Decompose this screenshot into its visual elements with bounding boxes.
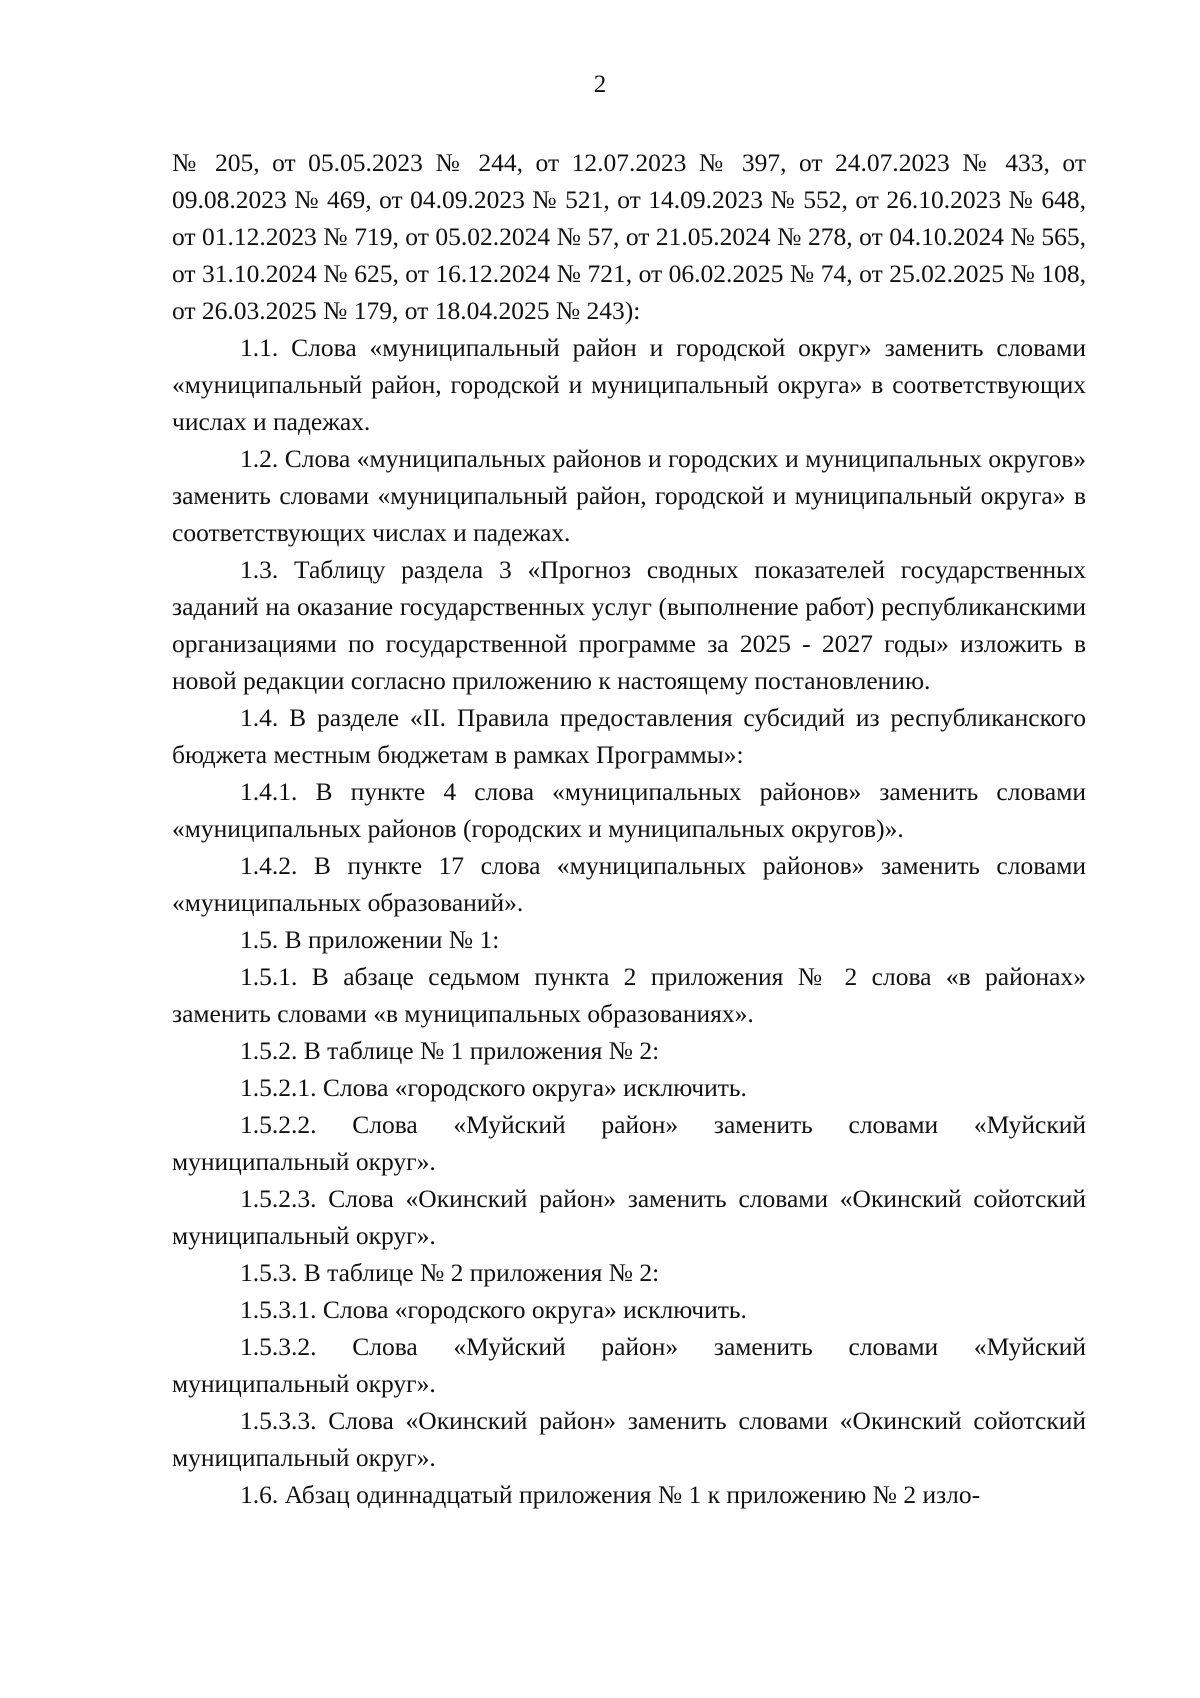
paragraph-1-5-2-1: 1.5.2.1. Слова «городского округа» исключить. bbox=[240, 1073, 747, 1102]
paragraph-1-1: 1.1. Слова «муниципальный район и городской округ» заменить словами «муниципальный район, городской и муниципальный округа» в соответствующих числах и падежах. bbox=[172, 333, 1086, 436]
document-body bbox=[172, 144, 1086, 1513]
paragraph-1-5: 1.5. В приложении № 1: bbox=[240, 925, 500, 954]
paragraph-1-6: 1.6. Абзац одиннадцатый приложения № 1 к приложению № 2 изло- bbox=[240, 1480, 981, 1509]
page-number: 2 bbox=[593, 71, 607, 98]
paragraph-1-4-2: 1.4.2. В пункте 17 слова «муниципальных районов» заменить словами «муниципальных образований». bbox=[172, 851, 1086, 917]
paragraph-1-5-2-3: 1.5.2.3. Слова «Окинский район» заменить словами «Окинский сойотский муниципальный округ». bbox=[172, 1184, 1086, 1250]
paragraph-1-5-2: 1.5.2. В таблице № 1 приложения № 2: bbox=[240, 1036, 660, 1065]
paragraph-1-5-1: 1.5.1. В абзаце седьмом пункта 2 приложения № 2 слова «в районах» заменить словами «в муниципальных образованиях». bbox=[172, 962, 1086, 1028]
paragraph-1-5-3-3: 1.5.3.3. Слова «Окинский район» заменить словами «Окинский сойотский муниципальный округ». bbox=[172, 1406, 1086, 1472]
paragraph-1-4-1: 1.4.1. В пункте 4 слова «муниципальных районов» заменить словами «муниципальных районов (городских и муниципальных округов)». bbox=[172, 777, 1086, 843]
paragraph-1-4: 1.4. В разделе «II. Правила предоставления субсидий из республиканского бюджета местным бюджетам в рамках Программы»: bbox=[172, 703, 1086, 769]
paragraph-0: № 205, от 05.05.2023 № 244, от 12.07.2023 № 397, от 24.07.2023 № 433, от 09.08.2023 № 469, от 04.09.2023 № 521, от 14.09.2023 № 552, от 26.10.2023 № 648, от 01.12.2023 № 719, от 05.02.2024 № 57, от 21.05.2024 № 278, от 04.10.2024 № 565, от 31.10.2024 № 625, от 16.12.2024 № 721, от 06.02.2025 № 74, от 25.02.2025 № 108, от 26.03.2025 № 179, от 18.04.2025 № 243): bbox=[172, 148, 1086, 325]
paragraph-1-3: 1.3. Таблицу раздела 3 «Прогноз сводных показателей государственных заданий на оказание государственных услуг (выполнение работ) республиканскими организациями по государственной программе за 2025 - 2027 годы» изложить в новой редакции согласно приложению к настоящему постановлению. bbox=[172, 555, 1086, 695]
paragraph-1-2: 1.2. Слова «муниципальных районов и городских и муниципальных округов» заменить словами «муниципальный район, городской и муниципальный округа» в соответствующих числах и падежах. bbox=[172, 444, 1086, 547]
paragraph-1-5-3: 1.5.3. В таблице № 2 приложения № 2: bbox=[240, 1258, 660, 1287]
paragraph-1-5-2-2: 1.5.2.2. Слова «Муйский район» заменить словами «Муйский муниципальный округ». bbox=[172, 1110, 1086, 1176]
paragraph-1-5-3-1: 1.5.3.1. Слова «городского округа» исключить. bbox=[240, 1295, 747, 1324]
paragraph-1-5-3-2: 1.5.3.2. Слова «Муйский район» заменить словами «Муйский муниципальный округ». bbox=[172, 1332, 1086, 1398]
